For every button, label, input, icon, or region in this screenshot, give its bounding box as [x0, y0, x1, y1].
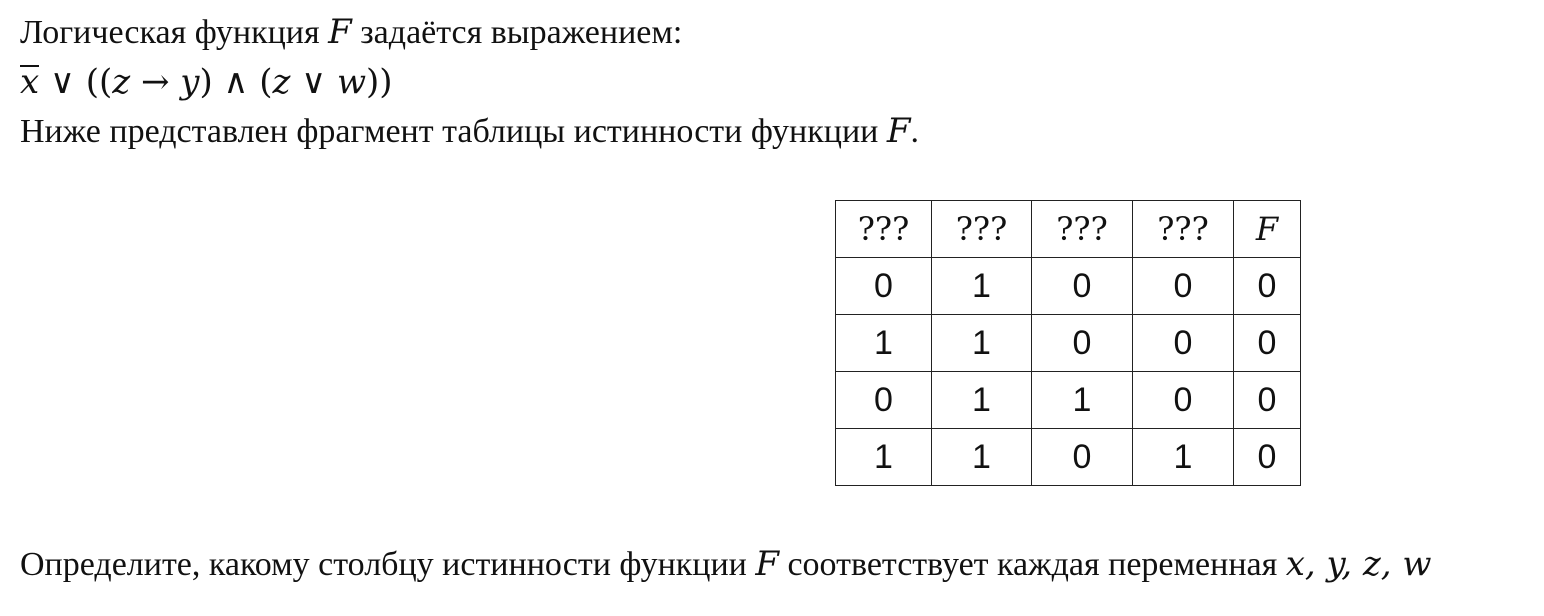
- formula-op-3: )): [366, 62, 393, 102]
- header-cell: ???: [1032, 201, 1133, 258]
- table-row: [836, 372, 1301, 429]
- table-row: [836, 258, 1301, 315]
- table-cell: 0: [1234, 429, 1301, 486]
- table-cell: 0: [1032, 315, 1133, 372]
- table-row: [836, 315, 1301, 372]
- function-name: F: [886, 111, 911, 151]
- negated-x: x: [20, 62, 40, 102]
- table-cell: 1: [836, 315, 932, 372]
- variable-list: x, y, z, w: [1285, 544, 1432, 584]
- question-text: [20, 544, 1431, 585]
- question-before: Определите, какому столбцу истинности функции: [20, 546, 756, 583]
- formula: [20, 62, 393, 102]
- table-cell: 0: [1133, 315, 1234, 372]
- formula-var-w: w: [336, 62, 367, 102]
- header-cell: ???: [1133, 201, 1234, 258]
- table-row: [836, 429, 1301, 486]
- table-cell: 1: [836, 429, 932, 486]
- header-cell: ???: [836, 201, 932, 258]
- formula-var-y: y: [180, 62, 200, 102]
- table-cell: 0: [836, 372, 932, 429]
- table-cell: 1: [932, 258, 1032, 315]
- intro-after: задаётся выражением:: [351, 14, 683, 51]
- table-cell: 0: [1234, 258, 1301, 315]
- description-after: .: [910, 113, 919, 150]
- table-header-row: [836, 201, 1301, 258]
- function-name: F: [755, 544, 779, 584]
- formula-var-z1: z: [112, 62, 131, 102]
- formula-or: ∨: [290, 62, 337, 102]
- intro-before: Логическая функция: [20, 14, 329, 51]
- table-cell: 0: [1234, 372, 1301, 429]
- formula-op-1: ∨ ((: [39, 62, 113, 102]
- truth-table: [835, 200, 1301, 486]
- description-before: Ниже представлен фрагмент таблицы истинности функции: [20, 113, 887, 150]
- table-cell: 1: [932, 315, 1032, 372]
- function-name: F: [328, 12, 352, 52]
- table-cell: 1: [1133, 429, 1234, 486]
- question-middle: соответствует каждая переменная: [778, 546, 1286, 583]
- table-cell: 1: [932, 372, 1032, 429]
- intro-text: [20, 12, 682, 53]
- table-cell: 0: [1133, 258, 1234, 315]
- implication-arrow: →: [130, 62, 181, 102]
- header-cell: ???: [932, 201, 1032, 258]
- description-text: [20, 111, 919, 152]
- table-cell: 1: [932, 429, 1032, 486]
- table-cell: 0: [1234, 315, 1301, 372]
- table-cell: 0: [1133, 372, 1234, 429]
- table-cell: 0: [1032, 429, 1133, 486]
- table-cell: 0: [1032, 258, 1133, 315]
- formula-var-z2: z: [272, 62, 291, 102]
- formula-op-2: ) ∧ (: [199, 62, 273, 102]
- table-cell: 0: [836, 258, 932, 315]
- header-cell-f: F: [1234, 201, 1301, 258]
- table-cell: 1: [1032, 372, 1133, 429]
